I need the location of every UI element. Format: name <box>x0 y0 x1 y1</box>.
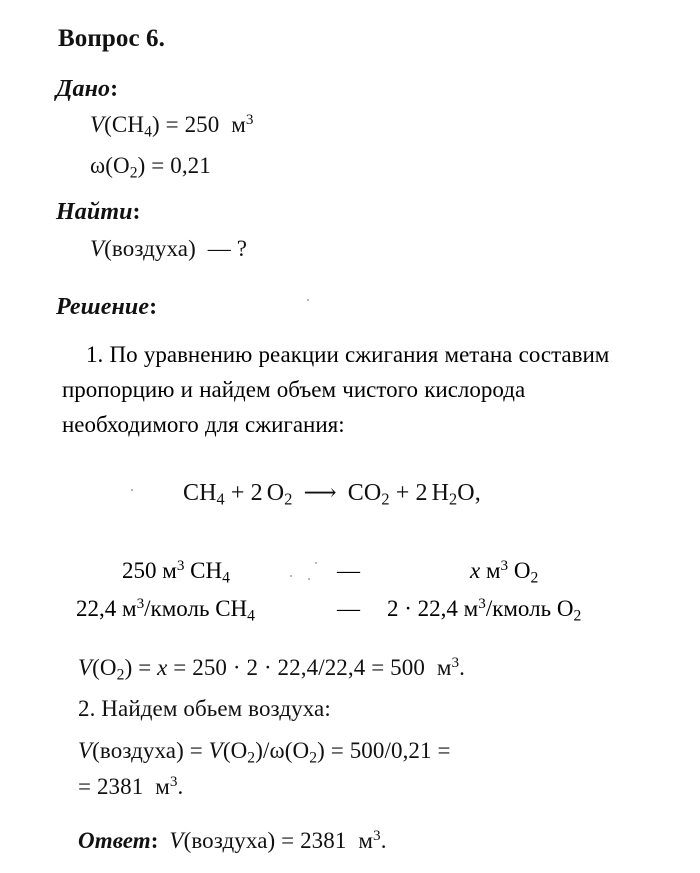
answer-period: . <box>380 828 387 853</box>
air-line1-o2-open: (O <box>222 738 248 763</box>
result-o2-period: . <box>459 655 466 680</box>
result-o2-equals-1: = <box>138 655 152 680</box>
solution-label-colon: : <box>149 294 158 320</box>
find-dash: — <box>207 236 231 261</box>
result-o2-equals-2: = <box>173 655 187 680</box>
answer-unit-exponent: 3 <box>373 827 381 845</box>
air-line1-omega-subscript: 2 <box>309 749 318 767</box>
air-line1-equals-2: = <box>330 738 344 763</box>
proportion-row2-dash: — <box>337 596 360 621</box>
result-o2-unit: м <box>436 655 452 680</box>
answer-unit: м <box>358 828 373 853</box>
proportion-row2-right-formula: /кмоль O <box>485 596 574 621</box>
result-o2-subscript: 2 <box>116 666 125 684</box>
answer-line <box>78 828 387 854</box>
answer-equals: = <box>281 828 295 853</box>
air-line1-variable-2: V <box>208 738 223 763</box>
result-oxygen-volume <box>78 654 466 684</box>
result-o2-value: 500 <box>390 655 425 680</box>
equation-plus-2: + <box>395 480 410 506</box>
answer-value: 2381 <box>300 828 347 853</box>
equation-product-water-o: O <box>457 480 475 506</box>
proportion-row2-right-formula-subscript: 2 <box>573 607 582 625</box>
proportion-row1-right-formula-subscript: 2 <box>530 569 539 587</box>
result-o2-close: ) <box>124 655 133 680</box>
proportion-row2-left-formula-subscript: 4 <box>247 607 255 625</box>
solution-step1-paragraph: 1. По уравнению реакции сжигания метана составим пропорцию и найдем объем чистого кислорода необходимого для сжигания: <box>62 342 610 437</box>
solution-label-text: Решение <box>56 294 150 320</box>
proportion-row1-left-formula: CH <box>190 558 223 583</box>
given-1-open: (CH <box>104 112 145 137</box>
proportion-row2-left-amount: 22,4 м <box>76 596 137 621</box>
given-2-value: 0,21 <box>170 153 211 178</box>
find-label <box>56 200 141 224</box>
result-o2-unknown: x <box>157 655 168 680</box>
given-1-unit: м <box>231 112 246 137</box>
air-line1-argument-1: (воздуха) <box>92 738 184 763</box>
given-1-close: ) <box>152 112 160 137</box>
scan-speck <box>131 489 133 491</box>
scan-speck <box>315 562 317 564</box>
air-line2-unit: м <box>155 774 170 799</box>
proportion-row2-right <box>387 595 582 625</box>
given-1-equals: = <box>165 112 179 137</box>
equation-co2-subscript: 2 <box>381 489 390 509</box>
given-2-subscript: 2 <box>129 164 138 182</box>
air-line1-omega-close: ) <box>317 738 325 763</box>
proportion-row1-right-formula: O <box>513 558 531 583</box>
result-o2-open: (O <box>92 655 117 680</box>
proportion-row2-left-formula: /кмоль CH <box>144 596 248 621</box>
equation-methane-subscript: 4 <box>216 489 225 509</box>
given-label <box>56 77 118 101</box>
proportion-row1-left-amount: 250 м <box>122 558 177 583</box>
answer-label-colon: : <box>150 828 159 853</box>
find-variable: V <box>90 236 105 261</box>
proportion-row1-left <box>122 557 230 587</box>
given-item-oxygen-fraction <box>90 153 211 182</box>
given-label-colon: : <box>110 76 119 102</box>
find-expression <box>90 237 247 260</box>
proportion-row2-left-exponent: 3 <box>136 595 145 613</box>
air-line1-equals-1: = <box>189 738 203 763</box>
air-line1-expression: 500/0,21 <box>349 738 432 763</box>
find-label-colon: : <box>132 199 141 225</box>
air-volume-calculation-line1 <box>78 738 451 767</box>
air-line2-value: 2381 <box>96 774 144 799</box>
air-line1-o2-close: )/ <box>255 738 270 763</box>
proportion-row1-right-exponent: 3 <box>500 557 509 575</box>
equation-coefficient-water: 2 <box>415 480 428 506</box>
equation-plus-1: + <box>230 480 245 506</box>
equation-product-water-h: H <box>431 480 449 506</box>
answer-label: Ответ <box>78 828 151 853</box>
chemical-equation <box>183 480 481 509</box>
answer-variable: V <box>169 828 184 853</box>
air-line2-period: . <box>177 774 184 799</box>
scan-speck <box>307 299 309 301</box>
scan-speck <box>308 578 310 580</box>
solution-step2-text: 2. Найдем обьем воздуха: <box>78 696 331 721</box>
air-volume-calculation-line2 <box>78 775 183 798</box>
proportion-row1-left-formula-subscript: 4 <box>222 569 230 587</box>
proportion-row1-left-exponent: 3 <box>176 557 185 575</box>
given-label-text: Дано <box>56 76 111 102</box>
equation-oxygen-subscript: 2 <box>284 489 293 509</box>
equation-arrow-icon: ⟶ <box>303 480 337 505</box>
find-question-mark: ? <box>236 236 247 261</box>
solution-label <box>56 295 157 319</box>
result-o2-expression: 250 · 2 · 22,4/22,4 <box>192 655 366 680</box>
given-item-volume-methane <box>90 111 254 141</box>
proportion-row1-right-unknown: x <box>470 558 481 583</box>
page-title: Вопрос 6. <box>58 25 165 52</box>
equation-trailing-comma: , <box>474 480 481 506</box>
result-o2-unit-exponent: 3 <box>451 654 460 672</box>
find-argument: (воздуха) <box>104 236 196 261</box>
given-1-value: 250 <box>184 112 220 137</box>
given-2-variable: ω <box>90 153 106 178</box>
proportion-row1-dash: — <box>337 558 360 583</box>
air-line1-o2-subscript: 2 <box>247 749 256 767</box>
find-label-text: Найти <box>56 199 133 225</box>
given-2-close: ) <box>137 153 146 178</box>
scan-speck <box>290 575 292 577</box>
air-line1-equals-3: = <box>437 738 451 763</box>
equation-reactant-methane: CH <box>183 480 217 506</box>
proportion-row2-left <box>76 595 255 625</box>
proportion-row1-right-unit: м <box>485 558 501 583</box>
given-2-open: (O <box>105 153 130 178</box>
proportion-row2-right-exponent: 3 <box>478 595 486 613</box>
proportion-row1-right <box>470 557 539 587</box>
air-line1-variable-1: V <box>78 738 93 763</box>
equation-water-subscript: 2 <box>449 489 458 509</box>
equation-coefficient-oxygen: 2 <box>250 480 263 506</box>
answer-argument: (воздуха) <box>183 828 276 853</box>
proportion-row2-right-amount: 2 · 22,4 м <box>387 596 479 621</box>
given-1-unit-exponent: 3 <box>245 111 254 129</box>
result-o2-variable: V <box>78 655 93 680</box>
equation-product-co2: CO <box>347 480 382 506</box>
given-1-variable: V <box>90 112 105 137</box>
air-line2-unit-exponent: 3 <box>169 773 178 791</box>
equation-reactant-oxygen: O <box>266 480 285 506</box>
given-1-subscript: 4 <box>144 123 152 141</box>
given-2-equals: = <box>151 153 165 178</box>
result-o2-equals-3: = <box>371 655 385 680</box>
air-line1-omega: ω <box>269 738 285 763</box>
air-line1-omega-open: (O <box>284 738 310 763</box>
air-line2-equals: = <box>78 774 92 799</box>
